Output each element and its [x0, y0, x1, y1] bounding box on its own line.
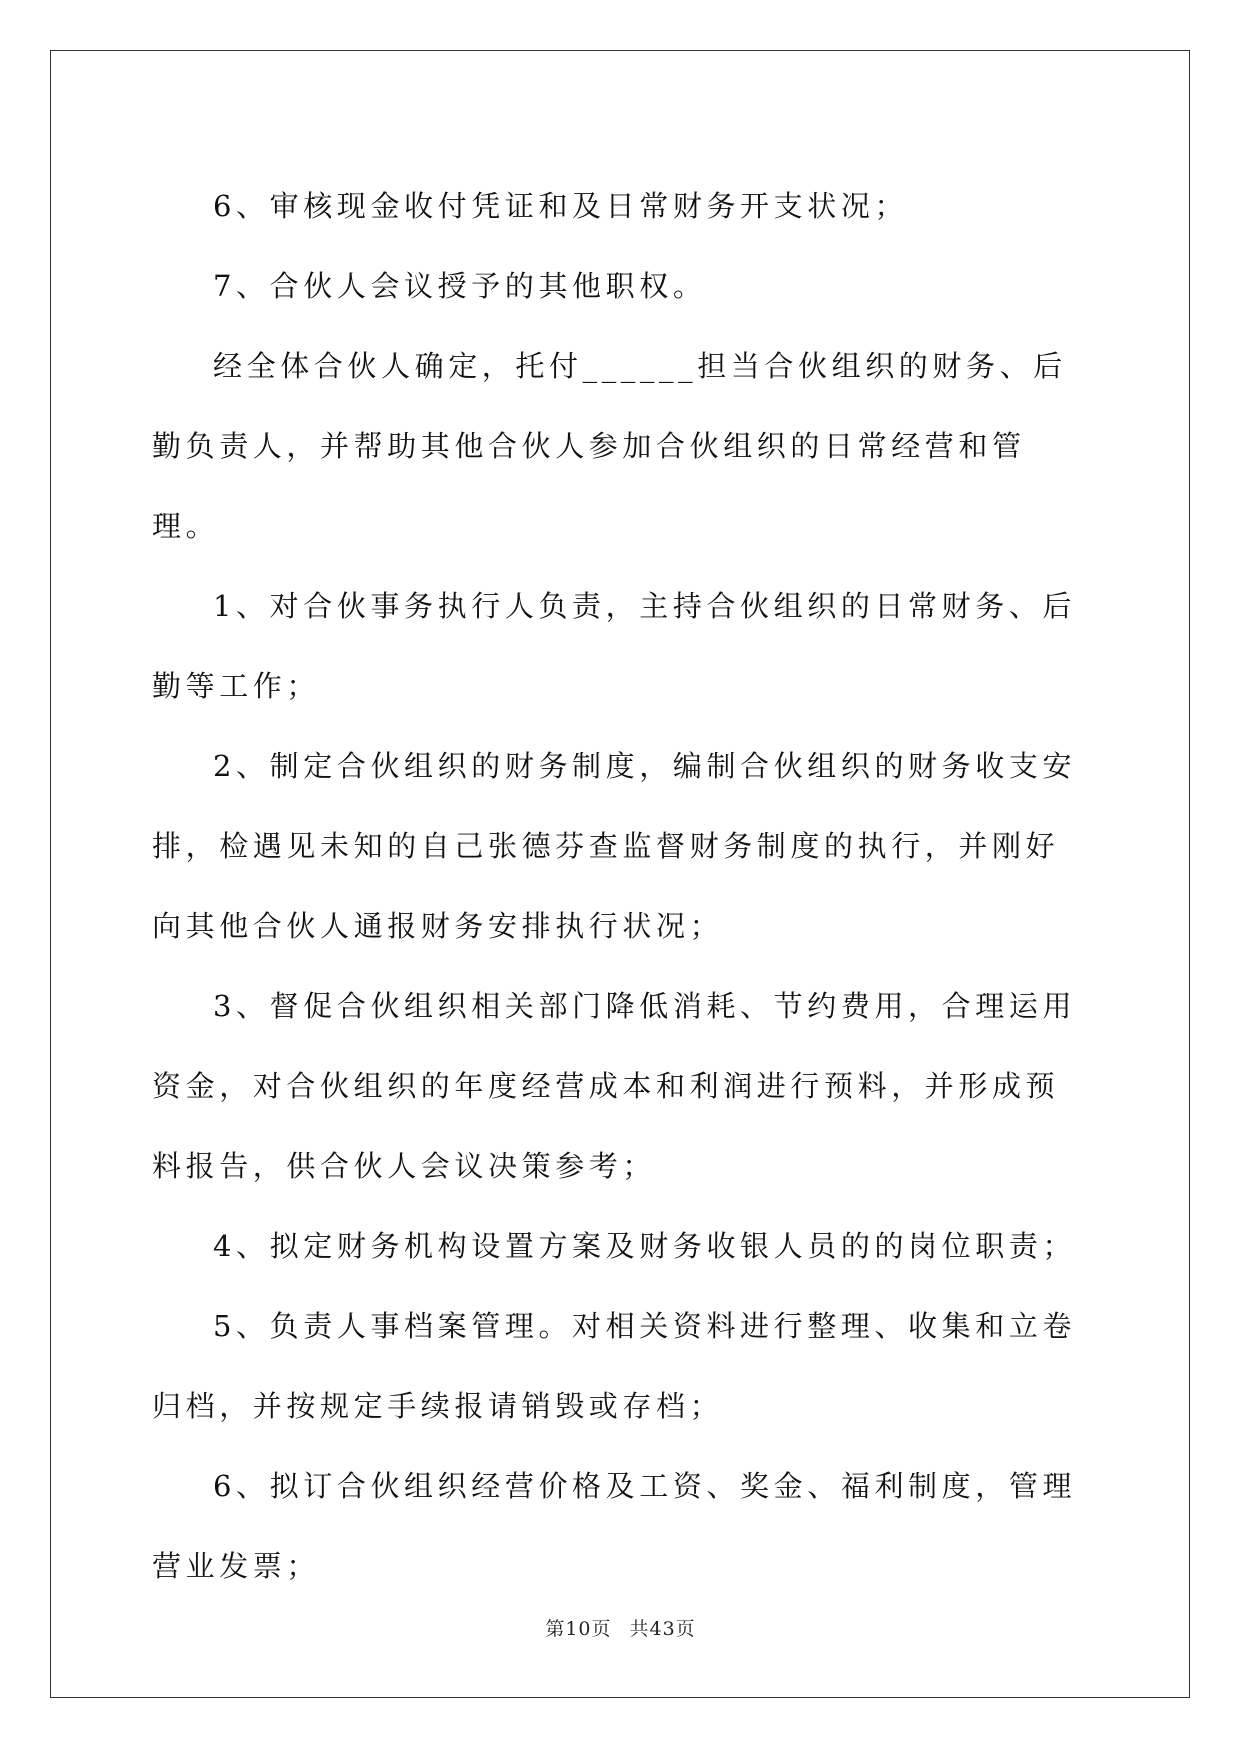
paragraph-duty-2: 2、制定合伙组织的财务制度，编制合伙组织的财务收支安排，检遇见未知的自己张德芬查监督财务制度的执行，并刚好向其他合伙人通报财务安排执行状况；	[152, 749, 1077, 943]
paragraph-duty-6: 6、拟订合伙组织经营价格及工资、奖金、福利制度，管理营业发票；	[152, 1469, 1077, 1583]
paragraph-duty-5: 5、负责人事档案管理。对相关资料进行整理、收集和立卷归档，并按规定手续报请销毁或存档；	[152, 1309, 1077, 1423]
paragraph-duty-3: 3、督促合伙组织相关部门降低消耗、节约费用，合理运用资金，对合伙组织的年度经营成本和利润进行预料，并形成预料报告，供合伙人会议决策参考；	[152, 989, 1077, 1183]
paragraph-item-6-review: 6、审核现金收付凭证和及日常财务开支状况；	[213, 189, 909, 223]
paragraph-duty-1: 1、对合伙事务执行人负责，主持合伙组织的日常财务、后勤等工作；	[152, 589, 1077, 703]
page-number-total: 共43页	[629, 1618, 696, 1640]
document-body	[152, 166, 1092, 1606]
page-footer	[0, 1617, 1241, 1641]
paragraph-finance-appointment: 经全体合伙人确定，托付______担当合伙组织的财务、后勤负责人，并帮助其他合伙人参加合伙组织的日常经营和管理。	[152, 349, 1067, 543]
paragraph-item-7-authority: 7、合伙人会议授予的其他职权。	[213, 269, 707, 303]
page-number-current: 第10页	[545, 1618, 612, 1640]
paragraph-duty-4: 4、拟定财务机构设置方案及财务收银人员的的岗位职责；	[213, 1229, 1077, 1263]
